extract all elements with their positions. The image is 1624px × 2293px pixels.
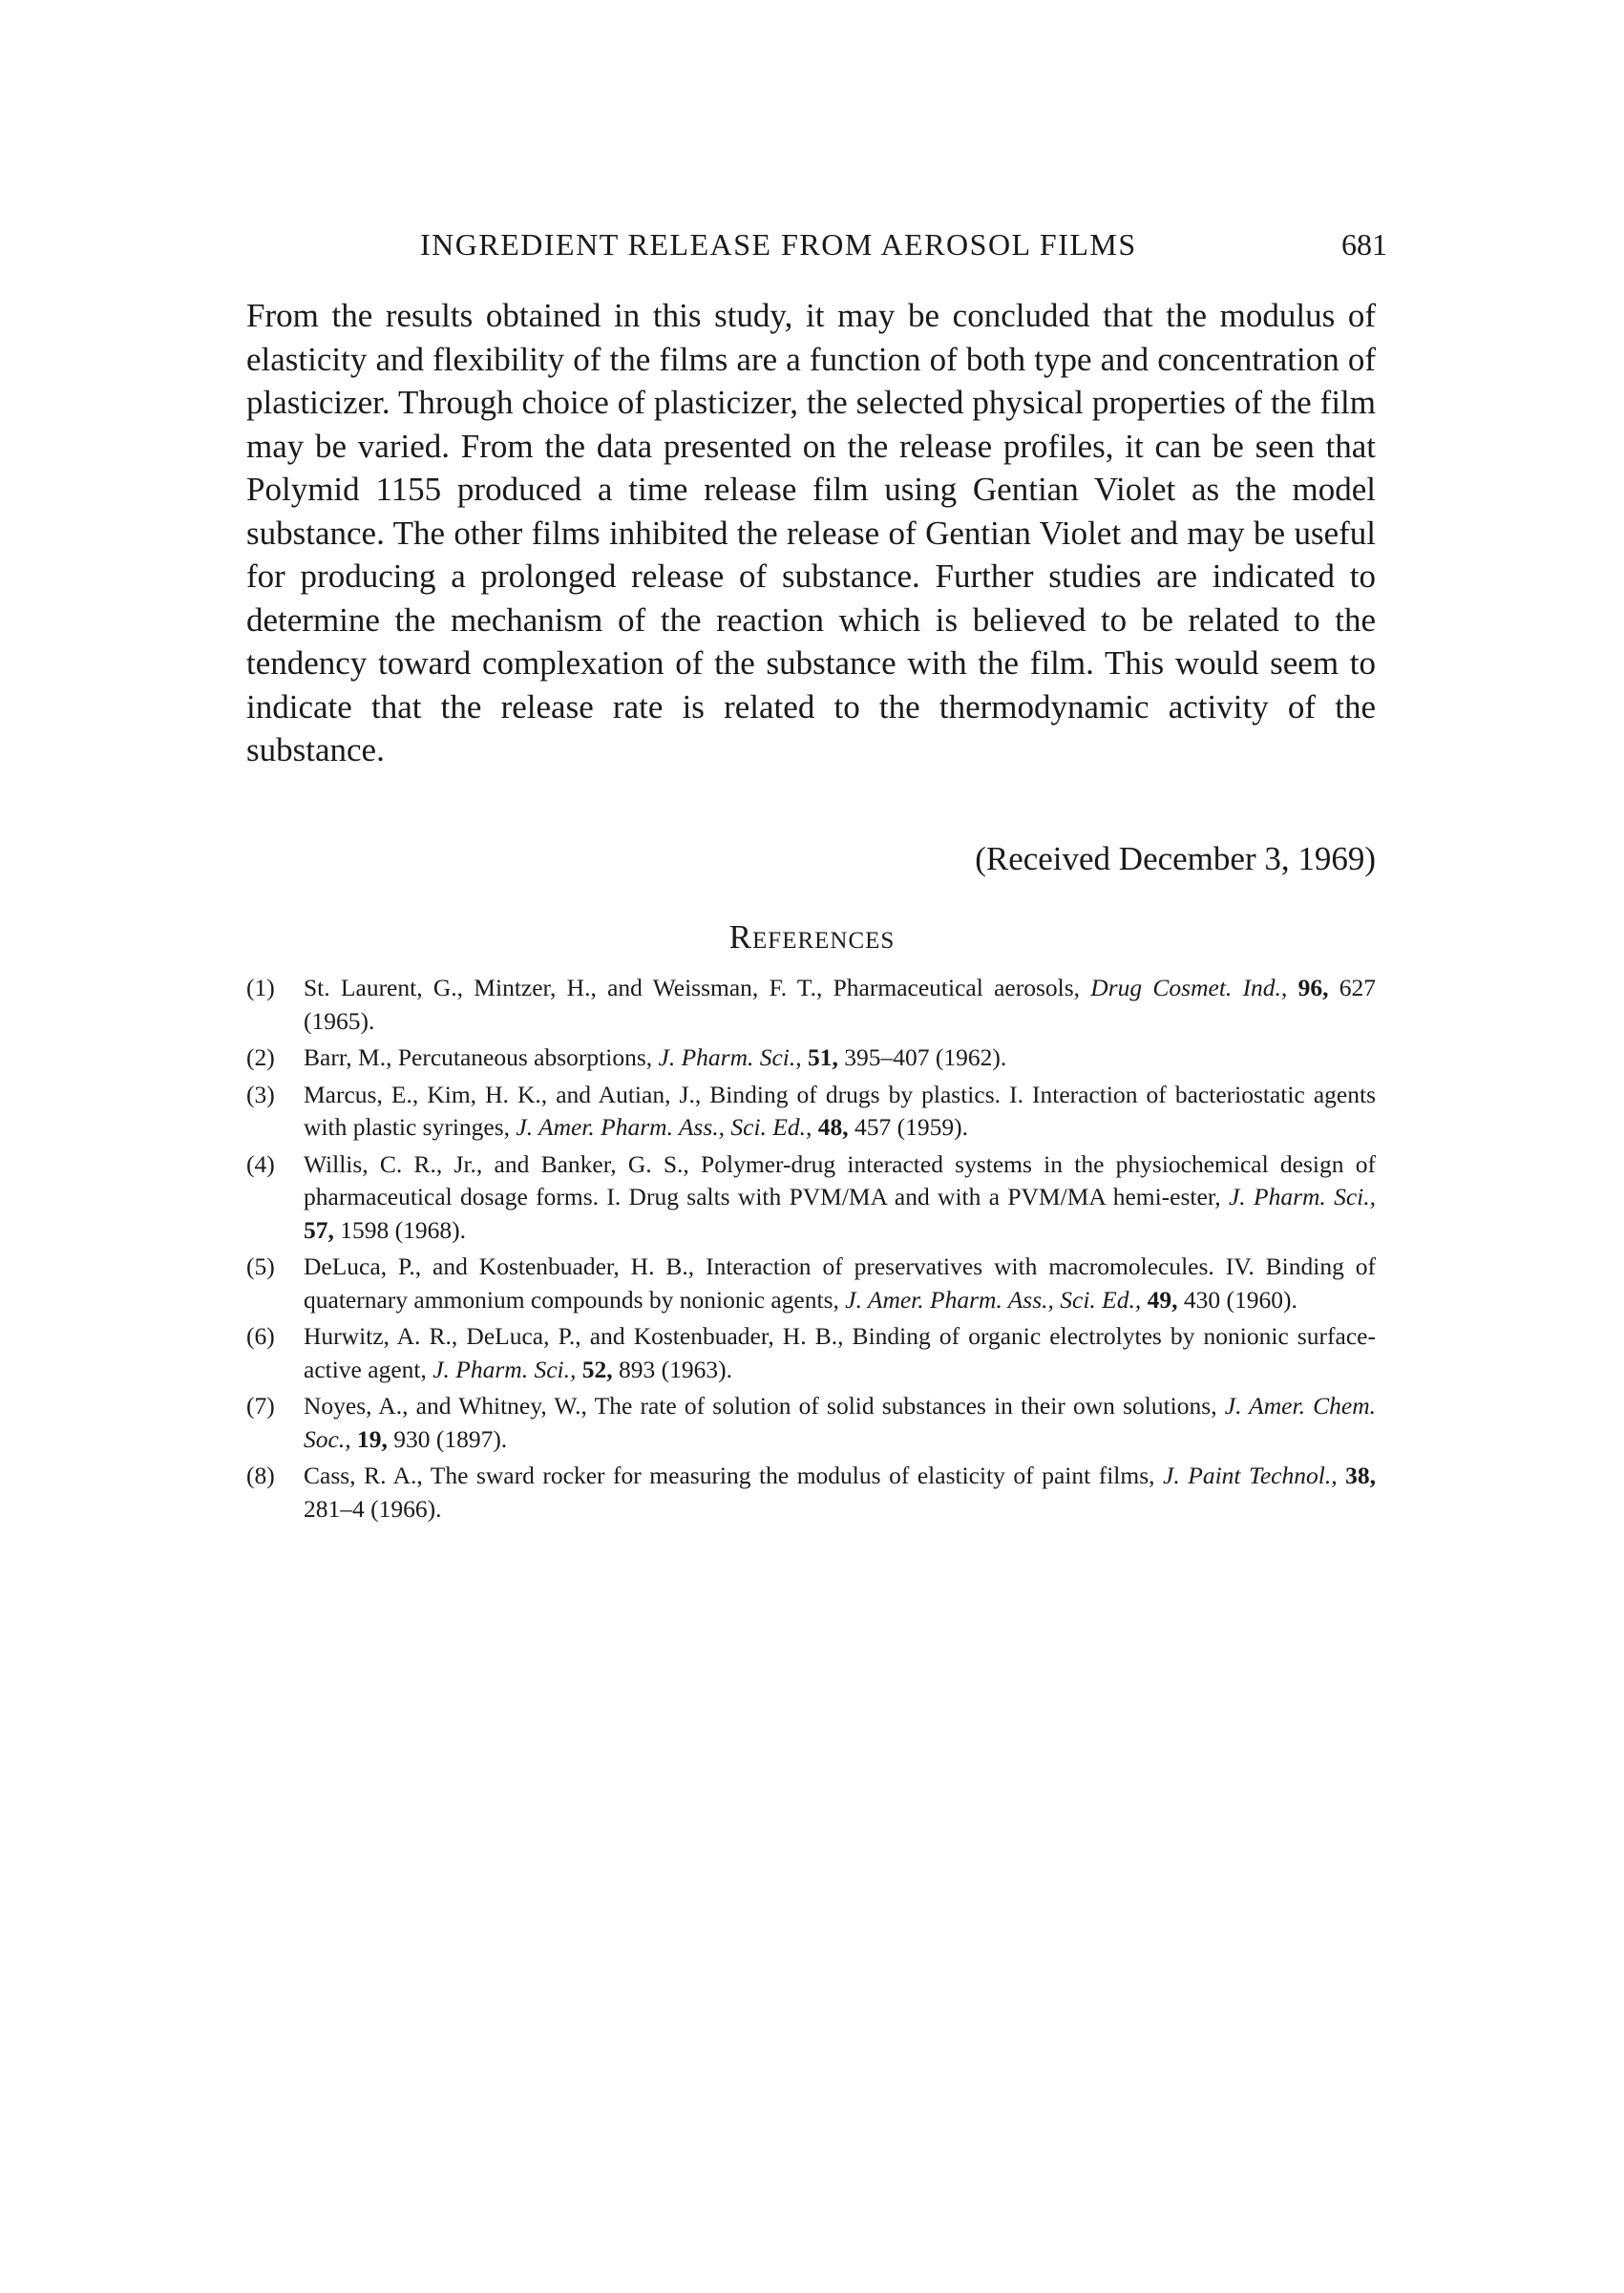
reference-number: (2) <box>246 1043 275 1071</box>
reference-journal: J. Amer. Chem. Soc., <box>304 1392 1376 1453</box>
reference-item <box>246 1079 1376 1145</box>
reference-number: (6) <box>246 1322 275 1350</box>
reference-text: Willis, C. R., Jr., and Banker, G. S., Polymer-drug interacted systems in the physiochemical design of pharmaceutical dosage forms. I. Drug salts with PVM/MA and with a PVM/MA hemi-ester, <box>304 1149 1376 1210</box>
reference-pages-year: 430 (1960). <box>1177 1285 1297 1314</box>
reference-number: (3) <box>246 1080 275 1108</box>
reference-item <box>246 1148 1376 1248</box>
reference-number: (7) <box>246 1392 275 1420</box>
page-number: 681 <box>1341 227 1387 262</box>
running-head <box>0 227 1624 265</box>
reference-volume: 51, <box>801 1043 838 1071</box>
reference-number: (1) <box>246 974 275 1001</box>
reference-text: Hurwitz, A. R., DeLuca, P., and Kostenbuader, H. B., Binding of organic electrolytes by nonionic surface-active agent, <box>304 1322 1376 1383</box>
reference-pages-year: 627 (1965). <box>304 974 1376 1035</box>
reference-item <box>246 1320 1376 1386</box>
reference-item <box>246 1041 1376 1075</box>
reference-volume: 48, <box>812 1113 849 1141</box>
received-date: (Received December 3, 1969) <box>975 840 1376 877</box>
reference-number: (4) <box>246 1149 275 1178</box>
reference-item <box>246 1460 1376 1525</box>
reference-pages-year: 930 (1897). <box>387 1424 508 1453</box>
references-heading: References <box>728 918 896 956</box>
reference-journal: J. Amer. Pharm. Ass., Sci. Ed., <box>516 1113 812 1141</box>
reference-volume: 57, <box>304 1215 334 1244</box>
running-title: INGREDIENT RELEASE FROM AEROSOL FILMS <box>420 227 1137 262</box>
reference-pages-year: 893 (1963). <box>612 1355 732 1383</box>
reference-pages-year: 281–4 (1966). <box>304 1494 442 1523</box>
reference-item <box>246 1390 1376 1456</box>
reference-journal: J. Paint Technol., <box>1163 1462 1338 1489</box>
reference-journal: Drug Cosmet. Ind., <box>1090 974 1288 1001</box>
references-list <box>246 972 1376 1529</box>
body-paragraph: From the results obtained in this study, it may be concluded that the modulus of elasticity and flexibility of the films are a function of both type and concentration of plasticizer. Through choice of plasticizer, the selected physical properties of the film may be varied. From the data presented on the release profiles, it can be seen that Polymid 1155 produced a time release film using Gentian Violet as the model substance. The other films inhibited the release of Gentian Violet and may be useful for producing a prolonged release of substance. Further studies are indicated to determine the mechanism of the reaction which is believed to be related to the tendency toward complexation of the substance with the film. This would seem to indicate that the release rate is related to the thermodynamic activity of the substance. <box>246 297 1376 768</box>
reference-pages-year: 395–407 (1962). <box>837 1043 1007 1071</box>
reference-journal: J. Pharm. Sci., <box>432 1355 577 1383</box>
reference-text: Cass, R. A., The sward rocker for measuring the modulus of elasticity of paint films, <box>304 1462 1164 1489</box>
reference-journal: J. Pharm. Sci., <box>1228 1183 1377 1210</box>
reference-number: (8) <box>246 1462 275 1489</box>
reference-volume: 96, <box>1287 974 1329 1001</box>
reference-item <box>246 972 1376 1038</box>
reference-journal: J. Pharm. Sci., <box>658 1043 802 1071</box>
reference-volume: 38, <box>1337 1462 1376 1489</box>
reference-volume: 19, <box>350 1424 388 1453</box>
reference-text: St. Laurent, G., Mintzer, H., and Weissman, F. T., Pharmaceutical aerosols, <box>304 974 1091 1001</box>
reference-volume: 52, <box>576 1355 613 1383</box>
reference-pages-year: 457 (1959). <box>848 1113 968 1141</box>
reference-text: Marcus, E., Kim, H. K., and Autian, J., Binding of drugs by plastics. I. Interaction of bacteriostatic agents with plastic syringes, <box>304 1080 1376 1141</box>
reference-text: Noyes, A., and Whitney, W., The rate of solution of solid substances in their own solutions, <box>304 1392 1225 1420</box>
reference-text: DeLuca, P., and Kostenbuader, H. B., Interaction of preservatives with macromolecules. IV. Binding of quaternary ammonium compounds by nonionic agents, <box>304 1252 1376 1314</box>
reference-number: (5) <box>246 1252 275 1280</box>
reference-text: Barr, M., Percutaneous absorptions, <box>304 1043 659 1071</box>
reference-item <box>246 1251 1376 1316</box>
reference-journal: J. Amer. Pharm. Ass., Sci. Ed., <box>845 1285 1142 1314</box>
reference-volume: 49, <box>1141 1285 1178 1314</box>
reference-pages-year: 1598 (1968). <box>333 1215 466 1244</box>
